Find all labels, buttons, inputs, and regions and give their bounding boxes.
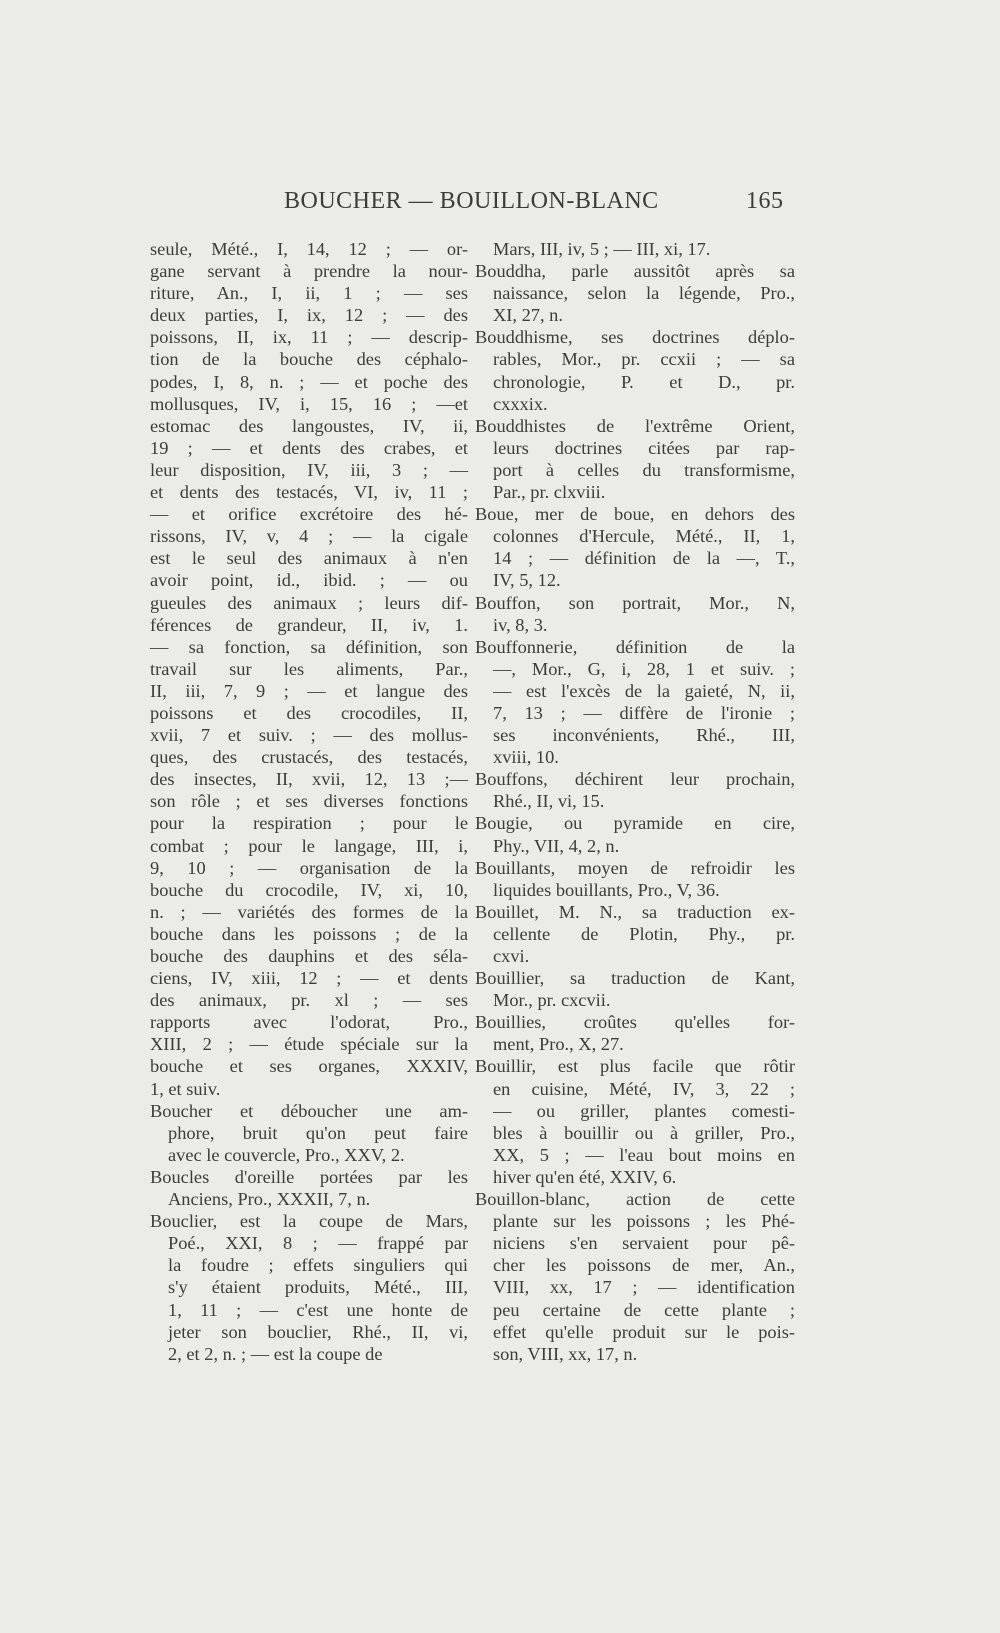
running-head-title: BOUCHER — BOUILLON-BLANC (284, 188, 659, 214)
index-line: phore, bruit qu'on peut faire (168, 1122, 468, 1143)
index-line: s'y étaient produits, Mété., III, (168, 1277, 468, 1298)
index-line: Par., pr. clxviii. (493, 482, 606, 503)
index-line: Mars, III, iv, 5 ; — III, xi, 17. (493, 239, 711, 259)
index-line: rables, Mor., pr. ccxii ; — sa (493, 349, 795, 370)
index-line: pour la respiration ; pour le (150, 813, 468, 834)
page-number: 165 (746, 188, 784, 214)
index-line: Bouddha, parle aussitôt après sa (475, 261, 795, 282)
index-line: niciens s'en servaient pour pê- (493, 1233, 795, 1254)
index-line: Bouddhisme, ses doctrines déplo- (475, 327, 795, 348)
index-line: tion de la bouche des céphalo- (150, 349, 468, 370)
index-line: jeter son bouclier, Rhé., II, vi, (168, 1321, 468, 1342)
index-line: bouche des dauphins et des séla- (150, 946, 468, 966)
index-line: ses inconvénients, Rhé., III, (493, 725, 795, 746)
index-line: en cuisine, Mété, IV, 3, 22 ; (493, 1078, 795, 1099)
index-line: II, iii, 7, 9 ; — et langue des (150, 680, 468, 701)
index-line: des insectes, II, xvii, 12, 13 ;— (150, 769, 468, 790)
index-line: effet qu'elle produit sur le pois- (493, 1321, 795, 1342)
index-line: avoir point, id., ibid. ; — ou (150, 570, 468, 591)
index-line: Rhé., II, vi, 15. (493, 791, 605, 812)
index-column-left (150, 238, 468, 1365)
index-line: la foudre ; effets singuliers qui (168, 1255, 468, 1276)
index-line: colonnes d'Hercule, Mété., II, 1, (493, 526, 795, 547)
index-line: est le seul des animaux à n'en (150, 548, 468, 569)
index-column-right (475, 238, 795, 1365)
index-line: — et orifice excrétoire des hé- (150, 504, 468, 525)
index-line: ciens, IV, xiii, 12 ; — et dents (150, 968, 468, 989)
index-line: Bouffonnerie, définition de la (475, 636, 795, 657)
index-line: des animaux, pr. xl ; — ses (150, 990, 468, 1011)
index-line: 9, 10 ; — organisation de la (150, 857, 468, 878)
index-line: naissance, selon la légende, Pro., (493, 283, 795, 304)
index-line: — sa fonction, sa définition, son (150, 636, 468, 657)
index-line: travail sur les aliments, Par., (150, 658, 468, 679)
index-line: poissons et des crocodiles, II, (150, 702, 468, 723)
index-line: hiver qu'en été, XXIV, 6. (493, 1166, 677, 1187)
index-line: 14 ; — définition de la —, T., (493, 548, 795, 569)
index-line: cxxxix. (493, 393, 548, 414)
index-line: cher les poissons de mer, An., (493, 1255, 795, 1276)
index-line: cellente de Plotin, Phy., pr. (493, 923, 795, 944)
index-line: iv, 8, 3. (493, 614, 548, 635)
index-line: Bouillon-blanc, action de cette (475, 1189, 795, 1210)
index-line: ques, des crustacés, des testacés, (150, 747, 468, 768)
index-line: Phy., VII, 4, 2, n. (493, 835, 620, 856)
index-line: Bouillier, sa traduction de Kant, (475, 968, 795, 989)
index-line: cxvi. (493, 946, 530, 966)
index-line: xviii, 10. (493, 747, 559, 768)
index-line: Bougie, ou pyramide en cire, (475, 813, 795, 834)
index-line: —, Mor., G, i, 28, 1 et suiv. ; (493, 658, 795, 679)
index-line: plante sur les poissons ; les Phé- (493, 1211, 795, 1232)
index-line: poissons, II, ix, 11 ; — descrip- (150, 327, 468, 348)
index-line: chronologie, P. et D., pr. (493, 371, 795, 392)
index-line: XIII, 2 ; — étude spéciale sur la (150, 1034, 468, 1055)
index-line: Boue, mer de boue, en dehors des (475, 504, 795, 525)
index-line: port à celles du transformisme, (493, 459, 795, 480)
index-line: 1, et suiv. (150, 1078, 221, 1099)
index-line: seule, Mété., I, 14, 12 ; — or- (150, 239, 468, 259)
index-line: leurs doctrines citées par rap- (493, 437, 795, 458)
index-line: 1, 11 ; — c'est une honte de (168, 1299, 468, 1320)
index-line: n. ; — variétés des formes de la (150, 901, 468, 922)
index-line: 7, 13 ; — diffère de l'ironie ; (493, 702, 795, 723)
index-line: Bouillir, est plus facile que rôtir (475, 1056, 795, 1077)
index-line: bles à bouillir ou à griller, Pro., (493, 1122, 795, 1143)
index-line: Bouillants, moyen de refroidir les (475, 857, 795, 878)
index-line: 19 ; — et dents des crabes, et (150, 437, 468, 458)
index-line: xvii, 7 et suiv. ; — des mollus- (150, 725, 468, 746)
index-line: son rôle ; et ses diverses fonctions (150, 791, 468, 812)
index-line: rapports avec l'odorat, Pro., (150, 1012, 468, 1033)
index-line: Poé., XXI, 8 ; — frappé par (168, 1233, 468, 1254)
index-line: Boucher et déboucher une am- (150, 1100, 468, 1121)
index-line: Bouffon, son portrait, Mor., N, (475, 592, 795, 613)
index-line: Bouillet, M. N., sa traduction ex- (475, 901, 795, 922)
index-line: son, VIII, xx, 17, n. (493, 1343, 638, 1364)
index-line: bouche du crocodile, IV, xi, 10, (150, 879, 468, 900)
index-line: et dents des testacés, VI, iv, 11 ; (150, 482, 468, 503)
index-line: IV, 5, 12. (493, 570, 561, 591)
index-line: leur disposition, IV, iii, 3 ; — (150, 459, 468, 480)
index-line: mollusques, IV, i, 15, 16 ; —et (150, 393, 468, 414)
index-line: bouche et ses organes, XXXIV, (150, 1056, 468, 1077)
index-line: — ou griller, plantes comesti- (493, 1100, 795, 1121)
index-line: VIII, xx, 17 ; — identification (493, 1277, 795, 1298)
index-line: riture, An., I, ii, 1 ; — ses (150, 283, 468, 304)
index-line: gueules des animaux ; leurs dif- (150, 592, 468, 613)
index-line: combat ; pour le langage, III, i, (150, 835, 468, 856)
index-line: gane servant à prendre la nour- (150, 261, 468, 282)
index-line: Bouffons, déchirent leur prochain, (475, 769, 795, 790)
index-line: Bouclier, est la coupe de Mars, (150, 1211, 468, 1232)
index-line: Boucles d'oreille portées par les (150, 1166, 468, 1187)
index-line: deux parties, I, ix, 12 ; — des (150, 305, 468, 326)
index-line: bouche dans les poissons ; de la (150, 923, 468, 944)
index-line: férences de grandeur, II, iv, 1. (150, 614, 468, 635)
index-line: Bouillies, croûtes qu'elles for- (475, 1012, 795, 1033)
index-line: ment, Pro., X, 27. (493, 1034, 624, 1055)
index-line: 2, et 2, n. ; — est la coupe de (168, 1343, 383, 1364)
index-line: XX, 5 ; — l'eau bout moins en (493, 1144, 795, 1165)
index-line: XI, 27, n. (493, 305, 563, 326)
index-line: podes, I, 8, n. ; — et poche des (150, 371, 468, 392)
running-head (284, 188, 804, 228)
index-line: avec le couvercle, Pro., XXV, 2. (168, 1144, 405, 1165)
index-line: liquides bouillants, Pro., V, 36. (493, 879, 720, 900)
index-line: rissons, IV, v, 4 ; — la cigale (150, 526, 468, 547)
index-line: — est l'excès de la gaieté, N, ii, (493, 680, 795, 701)
index-line: Bouddhistes de l'extrême Orient, (475, 415, 795, 436)
index-line: peu certaine de cette plante ; (493, 1299, 795, 1320)
index-line: Anciens, Pro., XXXII, 7, n. (168, 1189, 371, 1210)
index-line: Mor., pr. cxcvii. (493, 990, 611, 1011)
index-line: estomac des langoustes, IV, ii, (150, 415, 468, 436)
